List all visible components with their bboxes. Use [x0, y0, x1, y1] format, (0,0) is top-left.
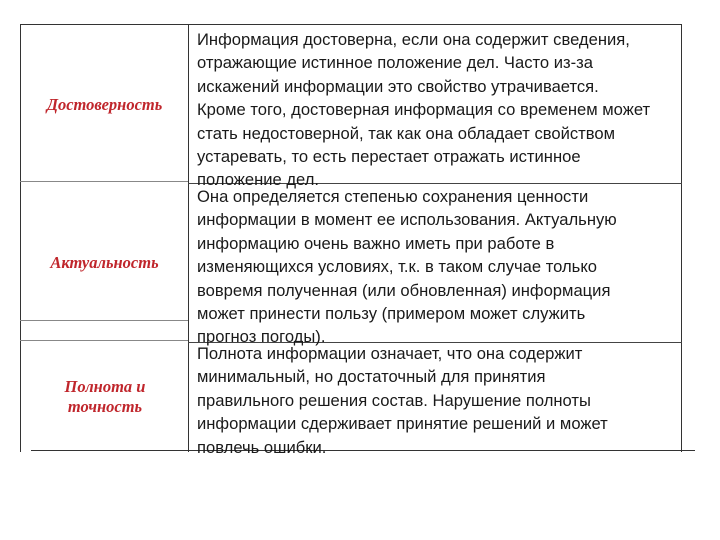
- term-reliability: Достоверность: [46, 95, 163, 114]
- column-divider: [188, 24, 189, 452]
- row-divider: [20, 320, 188, 321]
- row-divider: [20, 340, 188, 341]
- term-completeness-accuracy: Полнота и точность: [64, 377, 146, 416]
- description-relevance: Она определяется степенью сохранения ценности информации в момент ее использования. Актуальную информацию очень важно иметь при работе в изменяющихся условиях, т.к. в таком случае только вовремя полученная (или обновленная) информация может принести пользу (примером может служить прогноз погоды).: [197, 187, 617, 347]
- description-reliability: Информация достоверна, если она содержит сведения, отражающие истинное положение дел. Часто из-за искажений информации это свойство утрачивается. Кроме того, достоверная информация со временем может стать недостоверной, так как она обладает свойством устаревать, то есть перестает отражать истинное положение дел.: [197, 30, 651, 190]
- term-relevance: Актуальность: [50, 253, 159, 272]
- description-completeness-accuracy: Полнота информации означает, что она содержит минимальный, но достаточный для принятия правильного решения состав. Нарушение полноты информации сдерживает принятие решений и может повлечь ошибки.: [197, 344, 608, 457]
- row-divider: [20, 181, 188, 182]
